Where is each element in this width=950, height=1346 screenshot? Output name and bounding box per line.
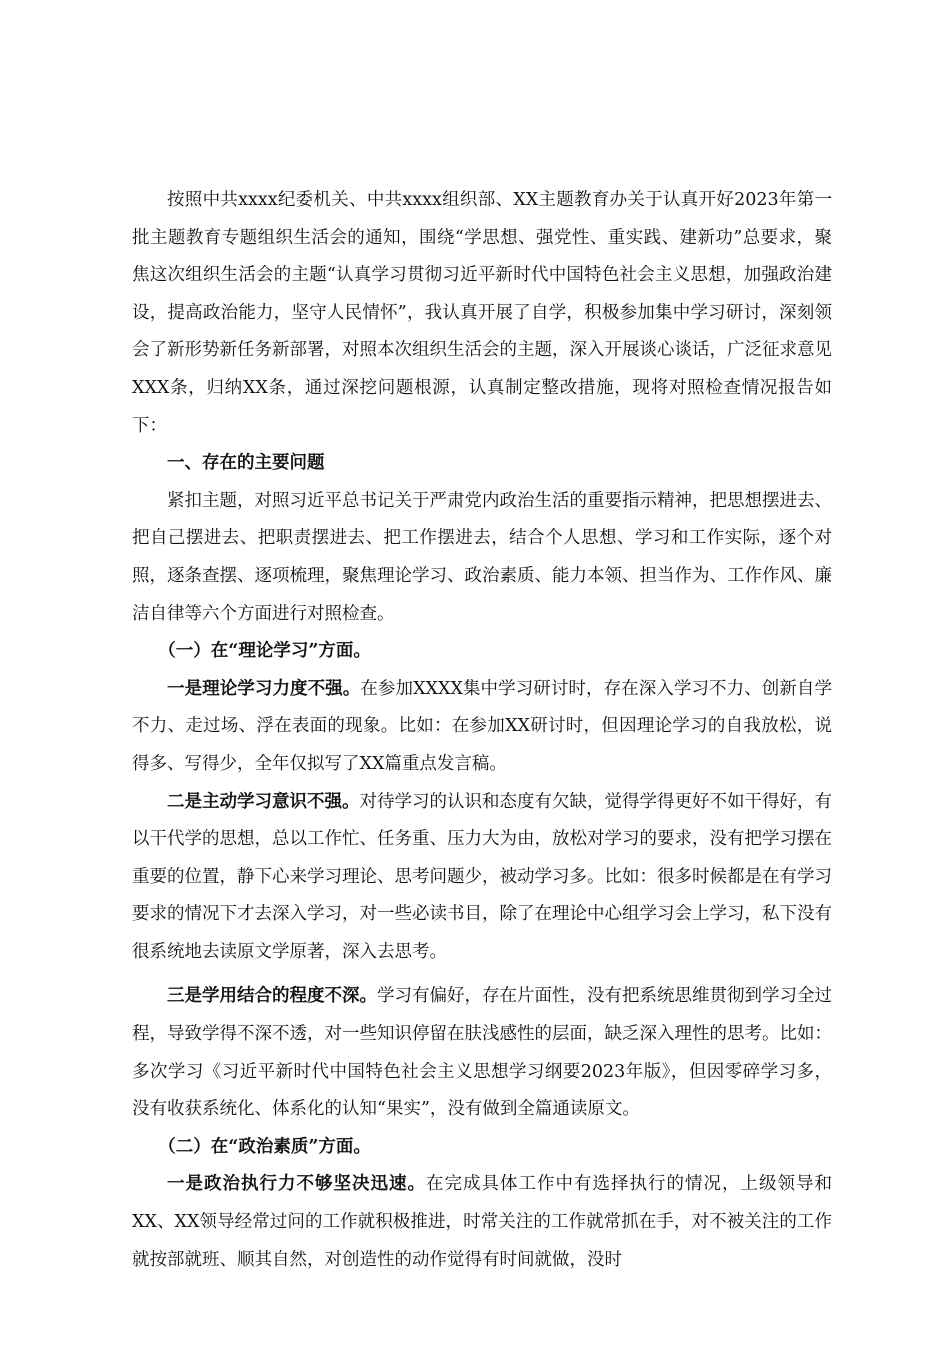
problem-body: 学习有偏好，存在片面性，没有把系统思维贯彻到学习全过程，导致学得不深不透，对一些知识停留在肤浅感性的层面，缺乏深入理性的思考。比如：多次学习《习近平新时代中国特色社会主义思想学习纲要2023年版》，但因零碎学习多，没有收获系统化、体系化的认知“果实”，没有做到全篇通读原文。 (132, 986, 832, 1120)
problem-paragraph (132, 784, 832, 972)
section-heading-main-problems: 一、存在的主要问题 (167, 453, 325, 474)
problem-lead: 二是主动学习意识不强。 (167, 791, 360, 812)
problem-paragraph (132, 671, 832, 784)
problem-body: 在完成具体工作中有选择执行的情况，上级领导和XX、XX领导经常过问的工作就积极推进，时常关注的工作就常抓在手，对不被关注的工作就按部就班、顺其自然，对创造性的动作觉得有时间就做，没时 (132, 1174, 832, 1270)
problem-lead: 三是学用结合的程度不深。 (167, 986, 377, 1007)
problem-body: 在参加XXXX集中学习研讨时，存在深入学习不力、创新自学不力、走过场、浮在表面的现象。比如：在参加XX研讨时，但因理论学习的自我放松，说得多、写得少，全年仅拟写了XX篇重点发言稿。 (132, 678, 832, 774)
problem-paragraph (132, 1166, 832, 1279)
problem-lead: 一是理论学习力度不强。 (167, 678, 361, 699)
problem-paragraph (132, 978, 832, 1128)
subsection-heading-political-quality: （二）在“政治素质”方面。 (158, 1136, 371, 1157)
section-intro-paragraph: 紧扣主题，对照习近平总书记关于严肃党内政治生活的重要指示精神，把思想摆进去、把自己摆进去、把职责摆进去、把工作摆进去，结合个人思想、学习和工作实际，逐个对照，逐条查摆、逐项梳理，聚焦理论学习、政治素质、能力本领、担当作为、工作作风、廉洁自律等六个方面进行对照检查。 (132, 490, 832, 624)
document-page (132, 182, 832, 1279)
problem-body: 对待学习的认识和态度有欠缺，觉得学得更好不如干得好，有以干代学的思想，总以工作忙、任务重、压力大为由，放松对学习的要求，没有把学习摆在重要的位置，静下心来学习理论、思考问题少，被动学习多。比如：很多时候都是在有学习要求的情况下才去深入学习，对一些必读书目，除了在理论中心组学习会上学习，私下没有很系统地去读原文学原著，深入去思考。 (132, 791, 832, 962)
problem-lead: 一是政治执行力不够坚决迅速。 (167, 1174, 426, 1195)
intro-paragraph: 按照中共xxxx纪委机关、中共xxxx组织部、XX主题教育办关于认真开好2023年第一批主题教育专题组织生活会的通知，围绕“学思想、强党性、重实践、建新功”总要求，聚焦这次组织生活会的主题“认真学习贯彻习近平新时代中国特色社会主义思想，加强政治建设，提高政治能力，坚守人民情怀”，我认真开展了自学，积极参加集中学习研讨，深刻领会了新形势新任务新部署，对照本次组织生活会的主题，深入开展谈心谈话，广泛征求意见XXX条，归纳XX条，通过深挖问题根源，认真制定整改措施，现将对照检查情况报告如下： (132, 190, 832, 436)
subsection-heading-theory-study: （一）在“理论学习”方面。 (158, 641, 371, 662)
